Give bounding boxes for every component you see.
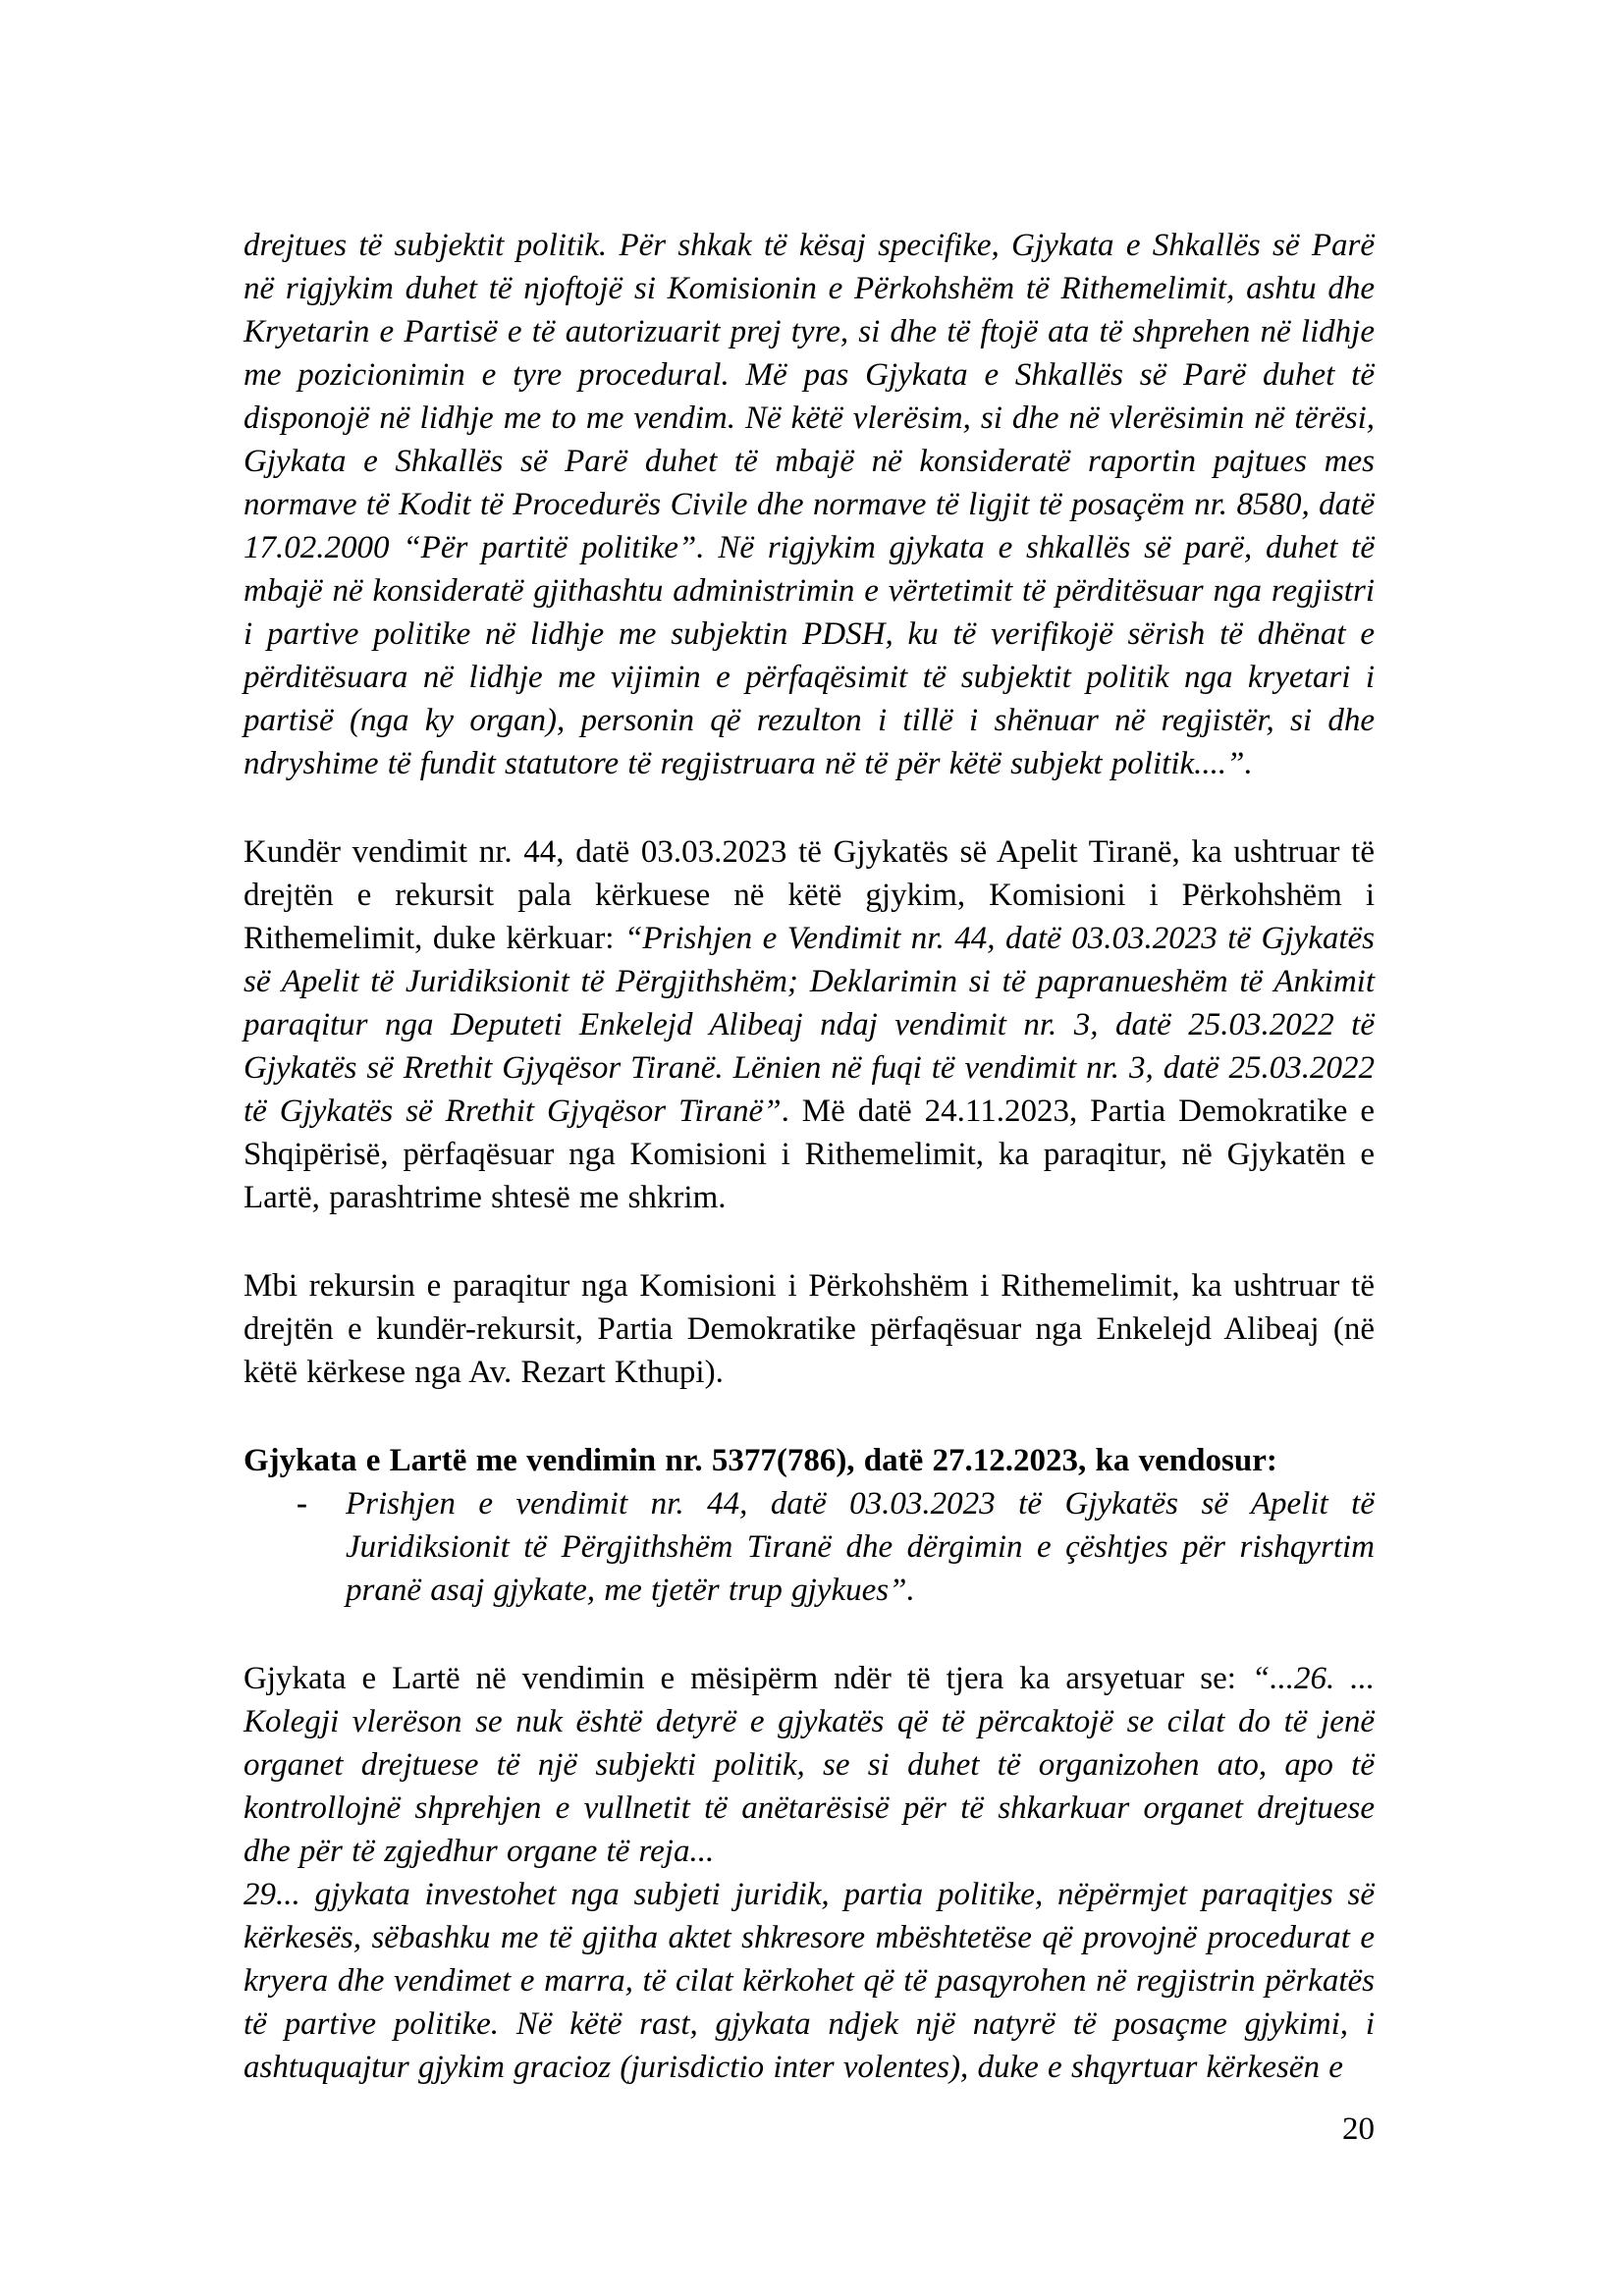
paragraph-arsyetimi [244, 1657, 1375, 2089]
paragraph-rigjykim-udhezime [244, 224, 1375, 785]
text-segment: Kundër vendimit nr. 44, datë 03.03.2023 të Gjykatës së Apelit Tiranë, ka ushtruar të drejtën e rekursit pala kërkuese në këtë gjykim, Komisioni i Përkohshëm i Rithemelimit, duke kërkuar: [244, 834, 1375, 956]
bullet-dash-marker: - [297, 1486, 307, 1522]
bullet-prishjen-e-vendimit [244, 1482, 1375, 1612]
text-segment: Mbi rekursin e paraqitur nga Komisioni i Përkohshëm i Rithemelimit, ka ushtruar të drejtën e kundër-rekursit, Partia Demokratike përfaqësuar nga Enkelejd Alibeaj (në këtë kërkese nga Av. Rezart Kthupi). [244, 1268, 1375, 1390]
text-segment: . Më datë 24.11.2023, Partia Demokratike e Shqipërisë, përfaqësuar nga Komisioni i Rithemelimit, ka paraqitur, në Gjykatën e Lartë, parashtrime shtesë me shkrim. [244, 1094, 1375, 1215]
text-segment: 29... gjykata investohet nga subjeti juridik, partia politike, nëpërmjet paraqitjes së kërkesës, sëbashku me të gjitha aktet shkresore mbështetëse që provojnë procedurat e kryera dhe vendimet e marra, të cilat kërkohet që të pasqyrohen në regjistrin përkatës të partive politike. Në këtë rast, gjykata ndjek një natyrë të posaçme gjykimi, i ashtuquajtur gjykim gracioz (jurisdictio inter volentes), duke e shqyrtuar kërkesën e [244, 1877, 1375, 2085]
text-segment: drejtues të subjektit politik. Për shkak të kësaj specifike, Gjykata e Shkallës së Parë në rigjykim duhet të njoftojë si Komisionin e Përkohshëm të Rithemelimit, ashtu dhe Kryetarin e Partisë e të autorizuarit prej tyre, si dhe të ftojë ata të shprehen në lidhje me pozicionimin e tyre procedural. Më pas Gjykata e Shkallës së Parë duhet të disponojë në lidhje me to me vendim. Në këtë vlerësim, si dhe në vlerësimin në tërësi, Gjykata e Shkallës së Parë duhet të mbajë në konsideratë raportin pajtues mes normave të Kodit të Procedurës Civile dhe normave të ligjit të posaçëm nr. 8580, datë 17.02.2000 “Për partitë politike”. Në rigjykim gjykata e shkallës së parë, duhet të mbajë në konsideratë gjithashtu administrimin e vërtetimit të përditësuar nga regjistri i partive politike në lidhje me subjektin PDSH, ku të verifikojë sërish të dhënat e përditësuara në lidhje me vijimin e përfaqësimit të subjektit politik nga kryetari i partisë (nga ky organ), personin që rezulton i tillë i shënuar në regjistër, si dhe ndryshime të fundit statutore të regjistruara në të për këtë subjekt politik....”. [244, 228, 1375, 781]
text-segment: Gjykata e Lartë në vendimin e mësipërm ndër të tjera ka arsyetuar se: [244, 1661, 1252, 1696]
text-segment: “Prishjen e Vendimit nr. 44, datë 03.03.2023 të Gjykatës së Apelit të Juridiksionit të Përgjithshëm; Deklarimin si të papranueshëm të Ankimit paraqitur nga Deputeti Enkelejd Alibeaj ndaj vendimit nr. 3, datë 25.03.2022 të Gjykatës së Rrethit Gjyqësor Tiranë. Lënien në fuqi të vendimit nr. 3, datë 25.03.2022 të Gjykatës së Rrethit Gjyqësor Tiranë” [244, 921, 1376, 1129]
page-number: 20 [1342, 2111, 1375, 2147]
paragraph-kunder-rekursi [244, 1264, 1375, 1394]
document-body [244, 224, 1375, 2134]
heading-vendimi-gjykata-e-larte [244, 1439, 1375, 1482]
text-segment: “...26. ... Kolegji vlerëson se nuk është detyrë e gjykatës që të përcaktojë se cilat do të jenë organet drejtuese të një subjekti politik, se si duhet të organizohen ato, apo të kontrollojnë shprehjen e vullnetit të anëtarësisë për të shkarkuar organet drejtuese dhe për të zgjedhur organe të reja... [244, 1661, 1375, 1869]
text-segment: Prishjen e vendimit nr. 44, datë 03.03.2023 të Gjykatës së Apelit të Juridiksionit të Përgjithshëm Tiranë dhe dërgimin e çështjes për rishqyrtim pranë asaj gjykate, me tjetër trup gjykues”. [346, 1486, 1375, 1608]
paragraph-rekursi [244, 830, 1375, 1219]
text-segment: Gjykata e Lartë me vendimin nr. 5377(786), datë 27.12.2023, ka vendosur: [244, 1443, 1277, 1478]
